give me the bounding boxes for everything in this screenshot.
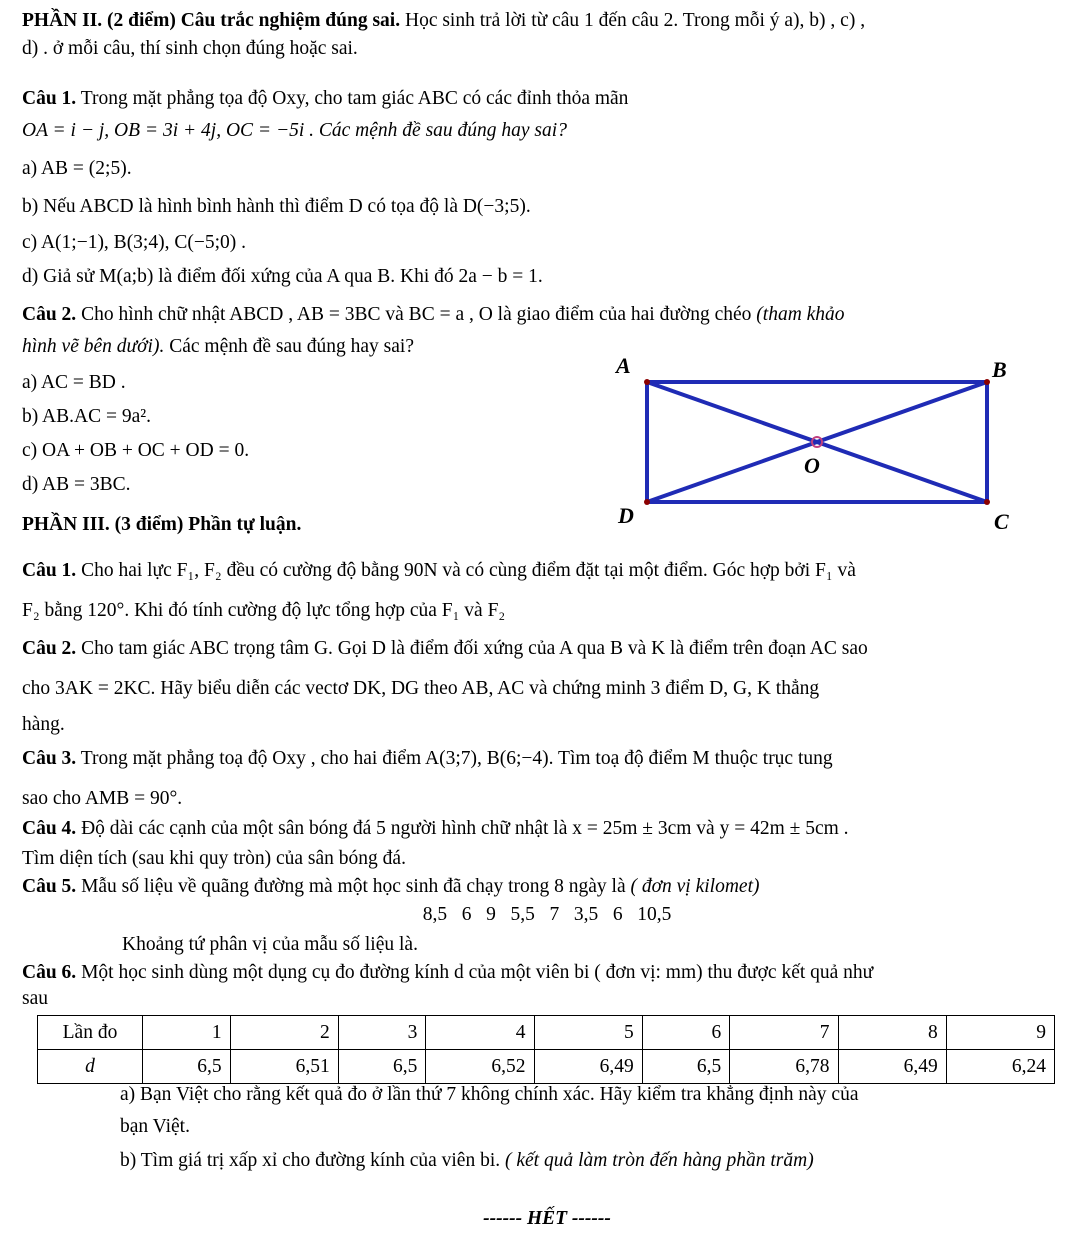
table-cell: 8	[838, 1016, 946, 1050]
p3-q6-text: Một học sinh dùng một dụng cụ đo đường kính d của một viên bi ( đơn vị: mm) thu được kết quả như	[81, 962, 874, 983]
q1-label: Câu 1.	[22, 88, 77, 109]
p3-q2-line-3: hàng.	[22, 714, 65, 735]
label-o: O	[804, 453, 820, 478]
label-b: B	[992, 357, 1007, 382]
q2-text-2: Các mệnh đề sau đúng hay sai?	[169, 336, 414, 357]
p3-q6-b-note: ( kết quả làm tròn đến hàng phần trăm)	[505, 1150, 814, 1171]
p3-q5-data: 8,5 6 9 5,5 7 3,5 6 10,5	[422, 904, 672, 925]
p3-q6-line-1	[22, 960, 873, 985]
p3-q4-label: Câu 4.	[22, 818, 77, 839]
part2-intro-line-2: d) . ở mỗi câu, thí sinh chọn đúng hoặc sai.	[22, 38, 358, 59]
table-cell: 4	[426, 1016, 534, 1050]
p3-q2-line-1	[22, 636, 868, 661]
label-a: A	[616, 353, 631, 378]
q2-text-italic: (tham khảo	[756, 304, 845, 325]
table-cell: 6,5	[143, 1050, 231, 1084]
part3-heading	[22, 512, 301, 537]
table-cell: 9	[946, 1016, 1054, 1050]
rectangle-diagram	[602, 352, 1022, 532]
p3-q1-line-1	[22, 558, 856, 583]
p3-q4-text: Độ dài các cạnh của một sân bóng đá 5 người hình chữ nhật là x = 25m ± 3cm và y = 42m ± 5cm .	[81, 818, 849, 839]
q1-line-1	[22, 86, 628, 111]
q2-text: Cho hình chữ nhật ABCD , AB = 3BC và BC = a , O là giao điểm của hai đường chéo	[81, 304, 752, 325]
table-cell: 6,52	[426, 1050, 534, 1084]
table-cell: 5	[534, 1016, 642, 1050]
p3-q6-a-line-2: bạn Việt.	[120, 1116, 190, 1137]
p3-q3-line-2: sao cho AMB = 90°.	[22, 788, 183, 809]
part2-intro: Học sinh trả lời từ câu 1 đến câu 2. Trong mỗi ý a), b) , c) ,	[404, 10, 866, 31]
p3-q5-unit: ( đơn vị kilomet)	[630, 876, 760, 897]
point-a	[644, 379, 650, 385]
q1-text: Trong mặt phẳng tọa độ Oxy, cho tam giác ABC có các đỉnh thỏa mãn	[80, 88, 629, 109]
table-cell: 6,5	[338, 1050, 426, 1084]
p3-q2-label: Câu 2.	[22, 638, 77, 659]
q1-option-a: a) AB = (2;5).	[22, 158, 132, 179]
p3-q6-b-text: b) Tìm giá trị xấp xỉ cho đường kính của viên bi.	[120, 1150, 501, 1171]
label-d: D	[618, 503, 634, 528]
table-cell: 6,78	[730, 1050, 838, 1084]
end-marker: ------ HẾT ------	[483, 1208, 611, 1229]
p3-q5-line-2: Khoảng tứ phân vị của mẫu số liệu là.	[122, 934, 418, 955]
q2-option-d: d) AB = 3BC.	[22, 474, 131, 495]
q1-option-b: b) Nếu ABCD là hình bình hành thì điểm D có tọa độ là D(−3;5).	[22, 196, 531, 217]
q2-option-c: c) OA + OB + OC + OD = 0.	[22, 440, 250, 461]
table-header-cell: d	[38, 1050, 143, 1084]
p3-q5-line-1	[22, 874, 760, 899]
q2-text-italic-2: hình vẽ bên dưới).	[22, 336, 165, 357]
table-header-cell: Lần đo	[38, 1016, 143, 1050]
p3-q4-line-2: Tìm diện tích (sau khi quy tròn) của sân bóng đá.	[22, 848, 406, 869]
q2-line-2	[22, 334, 414, 359]
label-c: C	[994, 509, 1009, 534]
table-cell: 6,5	[642, 1050, 730, 1084]
q1-option-d: d) Giả sử M(a;b) là điểm đối xứng của A qua B. Khi đó 2a − b = 1.	[22, 266, 543, 287]
p3-q5-label: Câu 5.	[22, 876, 77, 897]
p3-q1-text: Cho hai lực F₁, F₂ đều có cường độ bằng 90N và có cùng điểm đặt tại một điểm. Góc hợp bởi F₁ và	[81, 560, 856, 581]
table-row	[38, 1050, 1055, 1084]
p3-q3-line-1	[22, 746, 833, 771]
point-b	[984, 379, 990, 385]
q2-label: Câu 2.	[22, 304, 77, 325]
table-cell: 1	[143, 1016, 231, 1050]
point-c	[984, 499, 990, 505]
q1-line-2	[22, 118, 567, 143]
measurement-table	[37, 1015, 1055, 1084]
part2-intro-line-1	[22, 8, 865, 33]
table-row	[38, 1016, 1055, 1050]
q2-line-1	[22, 302, 845, 327]
table-cell: 6,49	[534, 1050, 642, 1084]
p3-q2-text: Cho tam giác ABC trọng tâm G. Gọi D là điểm đối xứng của A qua B và K là điểm trên đoạn AC sao	[81, 638, 868, 659]
q2-option-b: b) AB.AC = 9a².	[22, 406, 151, 427]
p3-q2-line-2: cho 3AK = 2KC. Hãy biểu diễn các vectơ DK, DG theo AB, AC và chứng minh 3 điểm D, G, K thẳng	[22, 678, 820, 699]
p3-q3-label: Câu 3.	[22, 748, 77, 769]
table-cell: 6,49	[838, 1050, 946, 1084]
q1-option-c: c) A(1;−1), B(3;4), C(−5;0) .	[22, 232, 247, 253]
p3-q6-label: Câu 6.	[22, 962, 77, 983]
p3-q4-line-1	[22, 816, 849, 841]
p3-q3-text: Trong mặt phẳng toạ độ Oxy , cho hai điểm A(3;7), B(6;−4). Tìm toạ độ điểm M thuộc trục tung	[80, 748, 833, 769]
table-cell: 6,51	[230, 1050, 338, 1084]
table-cell: 6	[642, 1016, 730, 1050]
p3-q5-text: Mẫu số liệu về quãng đường mà một học sinh đã chạy trong 8 ngày là	[81, 876, 626, 897]
table-cell: 6,24	[946, 1050, 1054, 1084]
p3-q1-label: Câu 1.	[22, 560, 77, 581]
q2-option-a: a) AC = BD .	[22, 372, 126, 393]
p3-q6-a-line-1: a) Bạn Việt cho rằng kết quả đo ở lần thứ 7 không chính xác. Hãy kiểm tra khẳng định này của	[120, 1084, 859, 1105]
rectangle-figure	[602, 352, 1022, 532]
q1-vectors: OA = i − j, OB = 3i + 4j, OC = −5i . Các mệnh đề sau đúng hay sai?	[22, 120, 567, 141]
point-d	[644, 499, 650, 505]
table-cell: 3	[338, 1016, 426, 1050]
part3-heading-text: PHẦN III. (3 điểm) Phần tự luận.	[22, 514, 302, 535]
table-cell: 2	[230, 1016, 338, 1050]
part2-heading: PHẦN II. (2 điểm) Câu trắc nghiệm đúng sai.	[22, 10, 401, 31]
p3-q6-b-line	[120, 1148, 814, 1173]
p3-q6-line-2: sau	[22, 988, 48, 1009]
p3-q1-line-2: F₂ bằng 120°. Khi đó tính cường độ lực tổng hợp của F₁ và F₂	[22, 600, 506, 621]
table-cell: 7	[730, 1016, 838, 1050]
